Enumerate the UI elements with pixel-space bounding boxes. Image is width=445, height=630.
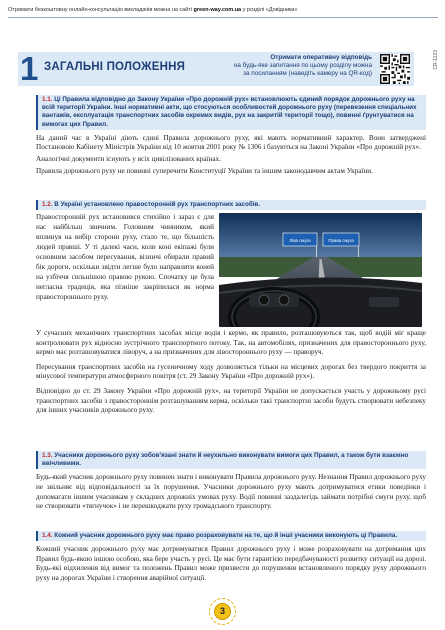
section-1-1-heading-text: Ці Правила відповідно до Закону України «Про дорожній рух» встановлюють єдиний порядок дорожнього руху на всій території України. Інші нормативні акти, що стосуються особливостей дорожнього руху (перевезення спеціальних вантажів, експлуатація транспортних засобів окремих видів, рух на закритій території тощо), повинні ґрунтуватися на вимогах цих Правил. bbox=[42, 96, 417, 128]
section-1-1-number: 1.1. bbox=[42, 96, 53, 103]
qr-note bbox=[224, 54, 372, 78]
section-1-2 bbox=[36, 200, 426, 210]
section-1-4 bbox=[36, 531, 426, 584]
section-1-2-heading-text: В Україні установлено правосторонній рух транспортних засобів. bbox=[54, 201, 261, 208]
sign-left-lane: Ліва смуга bbox=[289, 238, 311, 243]
section-1-1-p3: Правила дорожнього руху не повинні суперечити Конституції України та іншим законодавчим актам України. bbox=[36, 166, 373, 175]
section-1-1-heading bbox=[36, 95, 426, 130]
section-1-2-body bbox=[36, 329, 426, 416]
qr-note-line2: на будь-яке запитання по цьому розділу можна bbox=[233, 62, 372, 69]
section-1-3-heading-text: Учасники дорожнього руху зобов'язані знати й неухильно виконувати вимоги цих Правил, а також бути взаємно ввічливими. bbox=[42, 452, 409, 468]
top-info-line bbox=[8, 6, 438, 14]
section-1-2-p2: У сучасних механічних транспортних засобах місце водія і кермо, як правило, розташовуються так, щоб водій міг краще контролювати рух відносно зустрічного транспортного потоку. Так, на автомобілях, призначених для правостороннього руху, кермо має розташовуватися ліворуч, а на призначених для лівостороннього руху — праворуч. bbox=[36, 329, 426, 357]
road-photo bbox=[219, 213, 422, 327]
road-photo-illustration bbox=[219, 213, 422, 327]
section-1-3-p1: Будь-який учасник дорожнього руху повинен знати і виконувати Правила дорожнього руху. Незнання Правил дорожнього руху не звільняє від відповідальності за їх порушення. Учасники дорожнього руху мають дотримуватися етики поведінки і допомагати іншим учасникам у складних дорожніх умовах руху. Водії повинні заздалегідь займати потрібні смуги руху, щоб не створювати «тягнучок» і не перешкоджати руху громадського транспорту. bbox=[36, 473, 426, 511]
section-1-2-p3: Пересування транспортних засобів на гусеничному ходу дозволяється тільки на місцевих дорогах без твердого покриття за мінусової температури атмосферного повітря (ст. 29 Закону України «Про дорожній рух»). bbox=[36, 362, 426, 381]
page-number: 3 bbox=[214, 603, 231, 620]
section-1-4-heading-text: Кожний учасник дорожнього руху має право розраховувати на те, що й інші учасники виконують ці Правила. bbox=[54, 532, 398, 539]
section-1-3 bbox=[36, 451, 426, 512]
section-1-2-p1: Правосторонній рух встановився стихійно і зараз є для нас найбільш звичним. Головним чинником, який вплинув на вибір сторони руху, стало те, що більшість людей правші. У ті далекі часи, коли коні екіпажі були основним засобом пересування, візничі обирали правий бік дороги, оскільки звідти легше було направляти коней на узбіччя сильнішою правою рукою. Спочатку це була негласна традиція, яка пізніше закріпилася як норма правостороннього руху. bbox=[36, 213, 214, 301]
section-1-3-heading bbox=[36, 451, 426, 469]
qr-id: CR-1123 bbox=[433, 50, 439, 70]
chapter-title: ЗАГАЛЬНІ ПОЛОЖЕННЯ bbox=[44, 61, 186, 73]
top-info-text-after: у розділі «Довідники» bbox=[241, 7, 298, 13]
section-1-4-heading bbox=[36, 531, 426, 541]
section-1-2-number: 1.2. bbox=[42, 201, 53, 208]
site-link[interactable]: green-way.com.ua bbox=[193, 7, 242, 13]
qr-code[interactable] bbox=[380, 54, 410, 84]
chapter-header bbox=[18, 52, 414, 86]
section-1-1-p1: На даний час в Україні діють єдині Правила дорожнього руху, які мають нормативний характер. Вони затверджені Постановою Кабінету Міністрів України від 10 жовтня 2001 року № 1306 і базуються на Законі України «Про дорожній рух». bbox=[36, 133, 426, 152]
section-1-2-p1-wrap bbox=[36, 212, 214, 302]
section-1-4-p1: Кожний учасник дорожнього руху має дотримуватися Правил дорожнього руху і може розраховувати на дотримання цих Правил будь-якою іншою особою, яка бере участь у русі. Це має бути гарантією передбачуваності розвитку ситуації на дорозі. Будь-які відхилення від вимог та положень Правил може призвести до порушення встановленого порядку руху дорожнього руху на дорогах України і створення аварійної ситуації. bbox=[36, 545, 426, 582]
section-1-2-heading bbox=[36, 200, 426, 210]
section-1-3-number: 1.3. bbox=[42, 452, 53, 459]
qr-code-icon bbox=[380, 54, 410, 84]
qr-note-line1: Отримати оперативну відповідь bbox=[270, 54, 372, 61]
section-1-1 bbox=[36, 95, 426, 176]
chapter-number: 1 bbox=[20, 50, 39, 87]
section-1-2-p4: Відповідно до ст. 29 Закону України «Про дорожній рух», на території України не допускається участь у дорожньому русі транспортних засобів з правостороннім розташуванням керма, оскільки такі транспортні засоби будуть створювати небезпеку для інших учасників дорожнього руху. bbox=[36, 386, 426, 415]
section-1-1-p2: Аналогічні документи існують у всіх цивілізованих країнах. bbox=[36, 155, 221, 163]
qr-note-line3: за посиланням (наведіть камеру на QR-код) bbox=[243, 70, 372, 77]
sign-right-lane: Права смуга bbox=[328, 238, 354, 243]
top-info-text-before: Отримати безкоштовну онлайн-консультацію викладачів можна на сайті bbox=[8, 7, 194, 13]
top-divider bbox=[8, 17, 438, 18]
section-1-4-number: 1.4. bbox=[42, 532, 53, 539]
